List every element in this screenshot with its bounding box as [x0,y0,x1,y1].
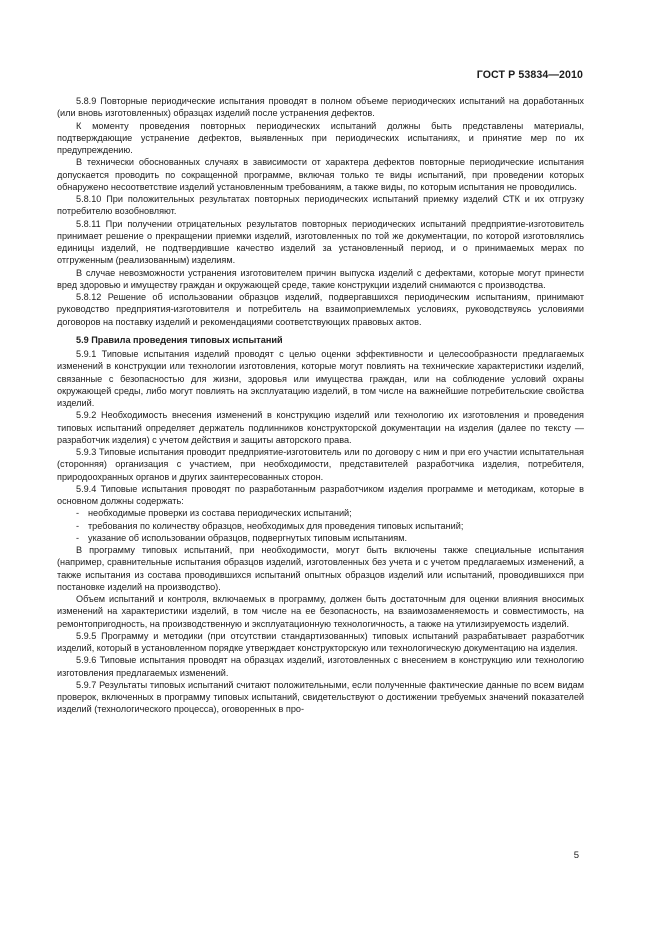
paragraph: К моменту проведения повторных периодических испытаний должны быть представлены материалы, подтверждающие устранение дефектов, выявленных при периодических испытаниях, и принятие мер по их предупреждению. [57,120,584,155]
section-heading: 5.9 Правила проведения типовых испытаний [76,334,283,345]
list-item: - необходимые проверки из состава периодических испытаний; [76,508,352,519]
paragraph: 5.9.7 Результаты типовых испытаний считают положительными, если полученные фактические данные по всем видам проверок, включенных в программу типовых испытаний, свидетельствуют о достижении требуемых значений показателей изделий (технологического процесса), оговоренных в про- [57,679,584,715]
list-item: - указание об использовании образцов, подвергнутых типовым испытаниям. [76,532,408,543]
paragraph: 5.8.10 При положительных результатах повторных периодических испытаний приемку изделий СТК и их отгрузку потребителю возобновляют. [57,194,584,217]
list-item: - требования по количеству образцов, необходимых для проведения типовых испытаний; [76,520,464,531]
paragraph: В технически обоснованных случаях в зависимости от характера дефектов повторные периодические испытания допускается проводить по сокращенной программе, включая только те виды испытаний, при проведении которых обнаружено несоответствие изделий установленным требованиям, а также виды, по которым испытания не проводились. [57,157,584,192]
list-item-text: требования по количеству образцов, необходимых для проведения типовых испытаний; [88,520,464,531]
paragraph: В программу типовых испытаний, при необходимости, могут быть включены также специальные испытания (например, сравнительные испытания образцов изделий, изготовленных без учета и с учетом предлагаемых изменений, а также испытания из состава проводившихся испытаний опытных образцов изделий или испытаний, проводившихся при постановке изделий на производство). [57,545,584,592]
paragraph: 5.8.9 Повторные периодические испытания проводят в полном объеме периодических испытаний на доработанных (или вновь изготовленных) образцах изделий после устранения дефектов. [57,96,584,119]
document-header: ГОСТ Р 53834—2010 [476,69,583,81]
list-item-text: указание об использовании образцов, подвергнутых типовым испытаниям. [88,532,408,543]
paragraph: 5.9.1 Типовые испытания изделий проводят с целью оценки эффективности и целесообразности предлагаемых изменений в конструкции или технологии изготовления, которые могут повлиять на технические характеристики изделий, связанные с безопасностью для жизни, здоровья или имущества граждан, или на соблюдение условий охраны окружающей среды, либо могут повлиять на эксплуатацию изделий, в том числе на важнейшие потребительские свойства изделий. [57,349,584,408]
paragraph: Объем испытаний и контроля, включаемых в программу, должен быть достаточным для оценки влияния вносимых изменений на характеристики изделий, в том числе на ее безопасность, на взаимозаменяемость и совместимость, на ремонтопригодность, на производственную и эксплуатационную технологичность, а также на утилизируемость изделий. [57,594,584,629]
paragraph: В случае невозможности устранения изготовителем причин выпуска изделий с дефектами, которые могут принести вред здоровью и имуществу граждан и окружающей среде, такие конструкции изделий снимаются с производства. [57,267,584,290]
paragraph: 5.9.2 Необходимость внесения изменений в конструкцию изделий или технологию их изготовления и проведения типовых испытаний определяет держатель подлинников конструкторской документации на изделия (далее по тексту — разработчик изделия) с учетом действия и защиты авторского права. [57,410,584,445]
list-item-text: необходимые проверки из состава периодических испытаний; [88,508,352,519]
page-number: 5 [573,850,579,861]
paragraph: 5.8.12 Решение об использовании образцов изделий, подвергавшихся периодическим испытаниям, принимают руководство предприятия-изготовителя и потребитель на взаимоприемлемых условиях, руководствуясь условиями договоров на поставку изделий и рекомендациями соответствующих правовых актов. [57,292,584,327]
paragraph: 5.8.11 При получении отрицательных результатов повторных периодических испытаний предприятие-изготовитель принимает решение о прекращении приемки изделий, изготовленных по той же документации, по которой изготовлялись единицы изделий, не подтвердившие качество изделий за установленный период, и о принимаемых мерах по отгруженным (реализованным) изделиям. [57,218,584,266]
document-body [57,95,584,716]
paragraph: 5.9.3 Типовые испытания проводит предприятие-изготовитель или по договору с ним и при его участии испытательная (сторонняя) организация с участием, при необходимости, представителей разработчика изделия, потребителя, природоохранных органов и других заинтересованных сторон. [57,447,584,482]
paragraph: 5.9.6 Типовые испытания проводят на образцах изделий, изготовленных с внесением в конструкцию или технологию изготовления предлагаемых изменений. [57,655,584,678]
paragraph: 5.9.4 Типовые испытания проводят по разработанным разработчиком изделия программе и методикам, которые в основном должны содержать: [57,483,584,506]
paragraph: 5.9.5 Программу и методики (при отсутствии стандартизованных) типовых испытаний разрабатывает разработчик изделий, который в установленном порядке утверждает конструкторскую или технологическую документацию на изделия. [57,630,584,653]
